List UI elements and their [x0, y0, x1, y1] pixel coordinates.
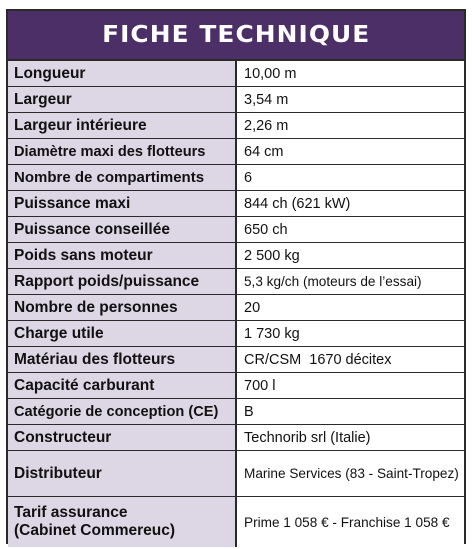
row-label: Poids sans moteur	[8, 243, 237, 268]
row-label: Diamètre maxi des flotteurs	[8, 139, 237, 164]
row-value: Marine Services (83 - Saint-Tropez)	[237, 451, 464, 496]
spec-table	[8, 61, 464, 547]
row-label: Nombre de compartiments	[8, 165, 237, 190]
row-label: Charge utile	[8, 321, 237, 346]
row-label: Constructeur	[8, 425, 237, 450]
row-value: 650 ch	[237, 217, 464, 242]
table-row	[8, 425, 464, 451]
row-value: B	[237, 399, 464, 424]
table-row	[8, 347, 464, 373]
row-label: Largeur	[8, 87, 237, 112]
table-row	[8, 243, 464, 269]
sheet-title: FICHE TECHNIQUE	[101, 22, 371, 48]
row-label: Puissance conseillée	[8, 217, 237, 242]
row-label: Distributeur	[8, 451, 237, 496]
row-label	[8, 497, 237, 547]
spec-sheet	[6, 9, 466, 544]
table-row	[8, 165, 464, 191]
row-value: 1 730 kg	[237, 321, 464, 346]
row-value: Prime 1 058 € - Franchise 1 058 €	[237, 497, 464, 547]
row-label-line: (Cabinet Commereuc)	[14, 522, 176, 539]
row-value: 700 l	[237, 373, 464, 398]
row-value: 2 500 kg	[237, 243, 464, 268]
row-value: 20	[237, 295, 464, 320]
table-row	[8, 113, 464, 139]
row-label: Nombre de personnes	[8, 295, 237, 320]
row-value: 6	[237, 165, 464, 190]
table-row	[8, 139, 464, 165]
table-row	[8, 399, 464, 425]
table-row	[8, 87, 464, 113]
table-row	[8, 295, 464, 321]
row-label: Longueur	[8, 61, 237, 86]
table-row	[8, 217, 464, 243]
row-label: Matériau des flotteurs	[8, 347, 237, 372]
table-row	[8, 61, 464, 87]
table-row	[8, 191, 464, 217]
row-label: Rapport poids/puissance	[8, 269, 237, 294]
row-value: 10,00 m	[237, 61, 464, 86]
table-row	[8, 373, 464, 399]
row-label-line: Tarif assurance	[14, 504, 128, 521]
table-row	[8, 321, 464, 347]
row-label: Catégorie de conception (CE)	[8, 399, 237, 424]
row-label: Capacité carburant	[8, 373, 237, 398]
row-value: 64 cm	[237, 139, 464, 164]
row-value: 5,3 kg/ch (moteurs de l’essai)	[237, 269, 464, 294]
row-label: Puissance maxi	[8, 191, 237, 216]
row-value: 3,54 m	[237, 87, 464, 112]
row-label: Largeur intérieure	[8, 113, 237, 138]
table-row	[8, 269, 464, 295]
row-value: 844 ch (621 kW)	[237, 191, 464, 216]
row-value: 2,26 m	[237, 113, 464, 138]
sheet-title-bar	[8, 11, 464, 61]
table-row	[8, 451, 464, 497]
table-row	[8, 497, 464, 547]
row-value: Technorib srl (Italie)	[237, 425, 464, 450]
row-value: CR/CSM 1670 décitex	[237, 347, 464, 372]
